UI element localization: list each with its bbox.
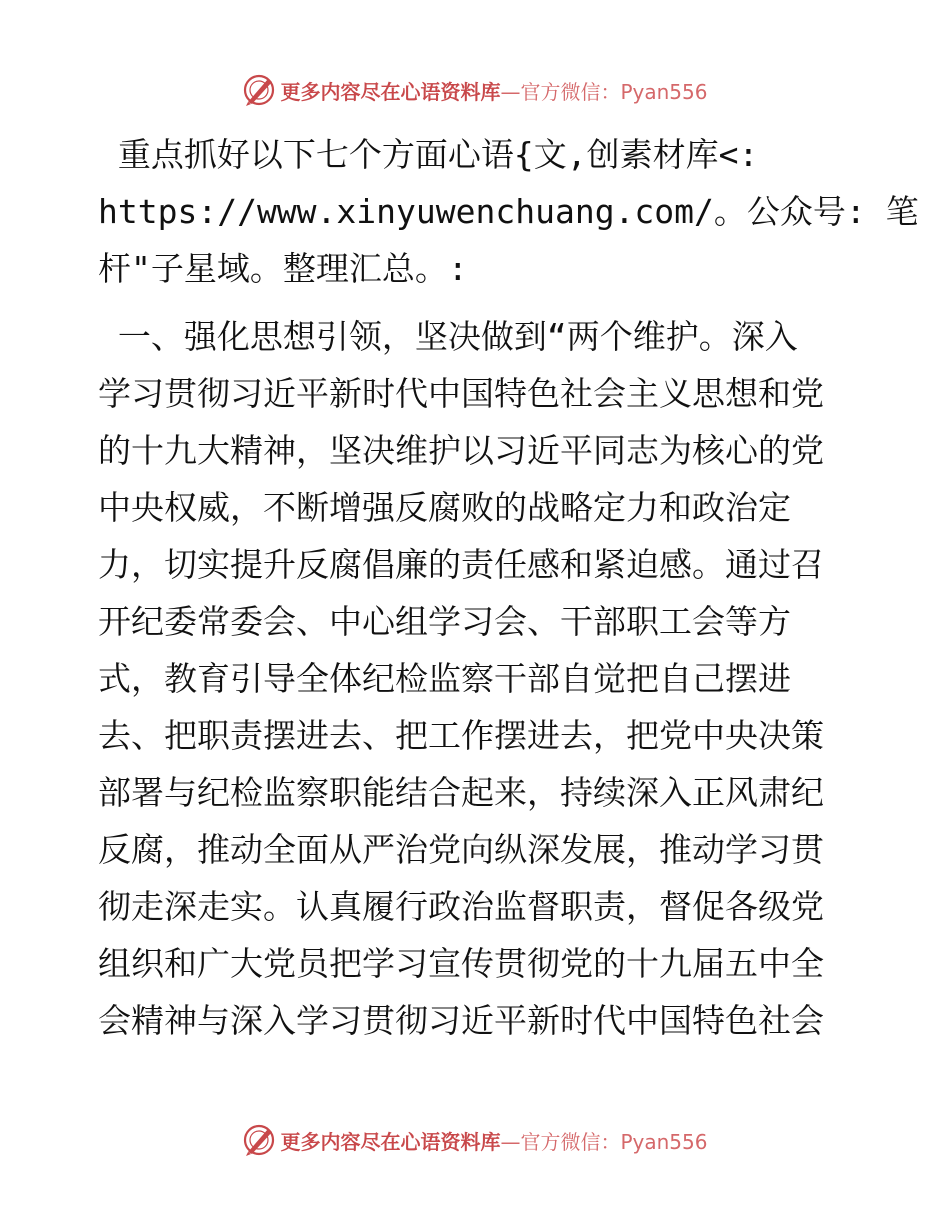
banner-wechat: —官方微信：Pyan556 <box>500 79 708 104</box>
paragraph-line: 的十九大精神，坚决维护以习近平同志为核心的党 <box>98 431 824 470</box>
banner-title: 更多内容尽在心语资料库 <box>280 1129 501 1154</box>
paragraph-line: 去、把职责摆进去、把工作摆进去，把党中央决策 <box>98 716 824 755</box>
pen-logo-icon <box>242 1123 276 1157</box>
pen-logo-icon <box>242 73 276 107</box>
intro-line: 杆"子星域。整理汇总。: <box>98 249 468 288</box>
paragraph-line: 彻走深走实。认真履行政治监督职责，督促各级党 <box>98 887 824 926</box>
footer-banner <box>0 1120 950 1160</box>
section-one-paragraph <box>98 308 858 1049</box>
paragraph-line: 式，教育引导全体纪检监察干部自觉把自己摆进 <box>98 659 791 698</box>
intro-line: 重点抓好以下七个方面心语{文,创素材库<: <box>98 135 759 174</box>
intro-line: https://www.xinyuwenchuang.com/。公众号: 笔 <box>98 192 919 231</box>
paragraph-line: 学习贯彻习近平新时代中国特色社会主义思想和党 <box>98 374 824 413</box>
banner-title: 更多内容尽在心语资料库 <box>280 79 501 104</box>
header-banner <box>0 70 950 110</box>
banner-wechat: —官方微信：Pyan556 <box>500 1129 708 1154</box>
paragraph-line: 一、强化思想引领，坚决做到“两个维护。深入 <box>98 317 798 356</box>
paragraph-line: 中央权威，不断增强反腐败的战略定力和政治定 <box>98 488 791 527</box>
intro-paragraph <box>98 126 919 297</box>
paragraph-line: 反腐，推动全面从严治党向纵深发展，推动学习贯 <box>98 830 824 869</box>
paragraph-line: 力，切实提升反腐倡廉的责任感和紧迫感。通过召 <box>98 545 824 584</box>
paragraph-line: 开纪委常委会、中心组学习会、干部职工会等方 <box>98 602 791 641</box>
paragraph-line: 组织和广大党员把学习宣传贯彻党的十九届五中全 <box>98 944 824 983</box>
paragraph-line: 会精神与深入学习贯彻习近平新时代中国特色社会 <box>98 1001 824 1040</box>
paragraph-line: 部署与纪检监察职能结合起来，持续深入正风肃纪 <box>98 773 824 812</box>
